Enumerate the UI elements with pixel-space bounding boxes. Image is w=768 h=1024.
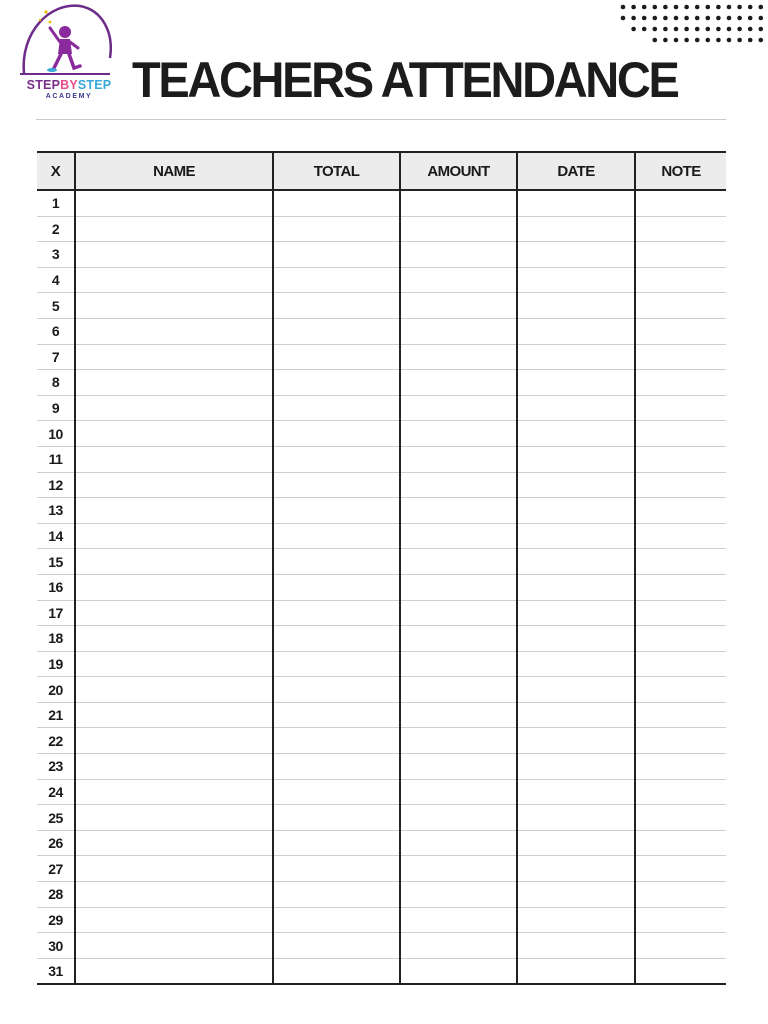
table-cell[interactable] xyxy=(400,728,517,754)
decor-dot xyxy=(695,16,700,21)
table-cell[interactable] xyxy=(400,242,517,268)
table-cell[interactable] xyxy=(400,856,517,882)
decor-dot xyxy=(684,5,689,10)
table-cell[interactable] xyxy=(635,472,726,498)
decor-dot xyxy=(716,5,721,10)
row-number: 27 xyxy=(37,856,75,882)
decor-dot xyxy=(706,5,711,10)
table-cell[interactable] xyxy=(635,421,726,447)
table-cell[interactable] xyxy=(635,498,726,524)
table-cell[interactable] xyxy=(273,600,400,626)
table-cell[interactable] xyxy=(635,651,726,677)
row-number: 21 xyxy=(37,702,75,728)
table-cell[interactable] xyxy=(517,574,635,600)
table-cell[interactable] xyxy=(635,805,726,831)
table-cell[interactable] xyxy=(635,856,726,882)
table-cell[interactable] xyxy=(517,779,635,805)
table-cell[interactable] xyxy=(517,216,635,242)
decor-dot xyxy=(631,5,636,10)
table-cell[interactable] xyxy=(400,472,517,498)
table-cell[interactable] xyxy=(273,216,400,242)
table-cell[interactable] xyxy=(635,549,726,575)
table-cell[interactable] xyxy=(400,907,517,933)
table-cell[interactable] xyxy=(517,907,635,933)
table-cell[interactable] xyxy=(273,830,400,856)
table-cell[interactable] xyxy=(273,702,400,728)
attendance-table xyxy=(37,151,726,985)
table-cell[interactable] xyxy=(273,318,400,344)
row-number: 15 xyxy=(37,549,75,575)
table-cell[interactable] xyxy=(273,267,400,293)
table-cell[interactable] xyxy=(635,318,726,344)
decor-dot xyxy=(737,38,742,43)
table-cell[interactable] xyxy=(400,958,517,984)
decor-dot xyxy=(684,16,689,21)
header-divider xyxy=(36,119,726,120)
table-cell[interactable] xyxy=(635,907,726,933)
row-number: 7 xyxy=(37,344,75,370)
page-title: TEACHERS ATTENDANCE xyxy=(132,52,678,108)
table-cell[interactable] xyxy=(75,523,273,549)
table-cell[interactable] xyxy=(273,293,400,319)
table-cell[interactable] xyxy=(635,574,726,600)
table-cell[interactable] xyxy=(517,293,635,319)
table-row xyxy=(37,344,726,370)
table-row xyxy=(37,446,726,472)
decor-dot xyxy=(621,16,626,21)
row-number: 12 xyxy=(37,472,75,498)
row-number: 6 xyxy=(37,318,75,344)
logo-word-2: BY xyxy=(60,78,78,92)
table-cell[interactable] xyxy=(75,446,273,472)
table-row xyxy=(37,958,726,984)
decor-dot xyxy=(653,27,658,32)
table-cell[interactable] xyxy=(75,805,273,831)
table-cell[interactable] xyxy=(400,651,517,677)
table-cell[interactable] xyxy=(517,549,635,575)
decor-dot xyxy=(737,5,742,10)
decor-dot xyxy=(727,16,732,21)
table-cell[interactable] xyxy=(400,549,517,575)
table-cell[interactable] xyxy=(75,882,273,908)
table-cell[interactable] xyxy=(273,856,400,882)
table-cell[interactable] xyxy=(400,830,517,856)
table-body xyxy=(37,190,726,984)
table-cell[interactable] xyxy=(273,958,400,984)
row-number: 1 xyxy=(37,190,75,216)
table-cell[interactable] xyxy=(400,344,517,370)
table-cell[interactable] xyxy=(635,370,726,396)
decor-dot xyxy=(684,27,689,32)
table-cell[interactable] xyxy=(75,242,273,268)
table-cell[interactable] xyxy=(517,728,635,754)
decor-dot xyxy=(706,16,711,21)
table-cell[interactable] xyxy=(400,933,517,959)
decor-dot xyxy=(759,38,764,43)
table-cell[interactable] xyxy=(75,626,273,652)
decor-dot xyxy=(727,5,732,10)
table-cell[interactable] xyxy=(273,190,400,216)
column-header: AMOUNT xyxy=(400,152,517,190)
table-cell[interactable] xyxy=(400,370,517,396)
table-row xyxy=(37,702,726,728)
decor-dot xyxy=(674,5,679,10)
table-cell[interactable] xyxy=(517,344,635,370)
table-cell[interactable] xyxy=(273,472,400,498)
table-cell[interactable] xyxy=(75,754,273,780)
table-cell[interactable] xyxy=(635,344,726,370)
decor-dot xyxy=(674,38,679,43)
table-cell[interactable] xyxy=(273,626,400,652)
row-number: 25 xyxy=(37,805,75,831)
table-cell[interactable] xyxy=(273,395,400,421)
table-cell[interactable] xyxy=(400,574,517,600)
row-number: 3 xyxy=(37,242,75,268)
decor-dot xyxy=(653,5,658,10)
table-cell[interactable] xyxy=(635,958,726,984)
row-number: 23 xyxy=(37,754,75,780)
row-number: 14 xyxy=(37,523,75,549)
table-cell[interactable] xyxy=(400,754,517,780)
table-cell[interactable] xyxy=(75,498,273,524)
academy-logo xyxy=(10,2,122,100)
table-cell[interactable] xyxy=(400,446,517,472)
table-cell[interactable] xyxy=(400,190,517,216)
table-row xyxy=(37,267,726,293)
table-cell[interactable] xyxy=(635,395,726,421)
column-header: NAME xyxy=(75,152,273,190)
table-row xyxy=(37,754,726,780)
table-cell[interactable] xyxy=(75,830,273,856)
decor-dot xyxy=(716,38,721,43)
table-cell[interactable] xyxy=(635,728,726,754)
row-number: 30 xyxy=(37,933,75,959)
table-cell[interactable] xyxy=(273,651,400,677)
table-cell[interactable] xyxy=(400,677,517,703)
decor-dot xyxy=(695,38,700,43)
table-cell[interactable] xyxy=(400,318,517,344)
row-number: 17 xyxy=(37,600,75,626)
decor-dot xyxy=(653,16,658,21)
table-cell[interactable] xyxy=(75,677,273,703)
table-cell[interactable] xyxy=(75,728,273,754)
table-cell[interactable] xyxy=(635,190,726,216)
row-number: 28 xyxy=(37,882,75,908)
table-cell[interactable] xyxy=(517,318,635,344)
dot-pattern-decoration xyxy=(618,2,766,46)
logo-wordmark xyxy=(13,78,125,92)
table-cell[interactable] xyxy=(273,446,400,472)
decor-dot xyxy=(663,27,668,32)
decor-dot xyxy=(642,5,647,10)
row-number: 16 xyxy=(37,574,75,600)
table-cell[interactable] xyxy=(635,754,726,780)
decor-dot xyxy=(684,38,689,43)
table-cell[interactable] xyxy=(75,856,273,882)
table-cell[interactable] xyxy=(273,523,400,549)
table-cell[interactable] xyxy=(517,830,635,856)
decor-dot xyxy=(737,27,742,32)
row-number: 31 xyxy=(37,958,75,984)
table-cell[interactable] xyxy=(75,600,273,626)
table-cell[interactable] xyxy=(635,626,726,652)
logo-emblem-icon xyxy=(10,2,122,82)
row-number: 19 xyxy=(37,651,75,677)
table-cell[interactable] xyxy=(635,242,726,268)
column-header: DATE xyxy=(517,152,635,190)
decor-dot xyxy=(621,5,626,10)
table-cell[interactable] xyxy=(75,395,273,421)
table-cell[interactable] xyxy=(273,574,400,600)
table-cell[interactable] xyxy=(273,907,400,933)
table-cell[interactable] xyxy=(400,805,517,831)
table-cell[interactable] xyxy=(517,856,635,882)
table-row xyxy=(37,421,726,447)
table-cell[interactable] xyxy=(273,242,400,268)
decor-dot xyxy=(663,16,668,21)
table-row xyxy=(37,395,726,421)
decor-dot xyxy=(748,5,753,10)
decor-dot xyxy=(642,16,647,21)
table-cell[interactable] xyxy=(400,395,517,421)
logo-subtitle: ACADEMY xyxy=(45,93,93,100)
table-cell[interactable] xyxy=(517,267,635,293)
table-cell[interactable] xyxy=(75,267,273,293)
row-number: 24 xyxy=(37,779,75,805)
table-cell[interactable] xyxy=(517,523,635,549)
decor-dot xyxy=(759,27,764,32)
table-cell[interactable] xyxy=(635,779,726,805)
table-cell[interactable] xyxy=(400,216,517,242)
row-number: 20 xyxy=(37,677,75,703)
table-row xyxy=(37,651,726,677)
table-cell[interactable] xyxy=(635,677,726,703)
table-row xyxy=(37,907,726,933)
table-cell[interactable] xyxy=(517,702,635,728)
table-row xyxy=(37,242,726,268)
table-cell[interactable] xyxy=(75,472,273,498)
decor-dot xyxy=(759,16,764,21)
table-cell[interactable] xyxy=(400,267,517,293)
decor-dot xyxy=(748,16,753,21)
table-cell[interactable] xyxy=(273,421,400,447)
logo-word-1: STEP xyxy=(26,78,61,92)
table-row xyxy=(37,498,726,524)
table-cell[interactable] xyxy=(517,600,635,626)
table-row xyxy=(37,190,726,216)
decor-dot xyxy=(695,5,700,10)
table-cell[interactable] xyxy=(635,600,726,626)
decor-dot xyxy=(663,38,668,43)
row-number: 22 xyxy=(37,728,75,754)
table-cell[interactable] xyxy=(75,421,273,447)
decor-dot xyxy=(716,16,721,21)
table-cell[interactable] xyxy=(75,779,273,805)
decor-dot xyxy=(695,27,700,32)
table-cell[interactable] xyxy=(517,421,635,447)
logo-word-3: STEP xyxy=(77,78,112,92)
table-cell[interactable] xyxy=(273,933,400,959)
table-cell[interactable] xyxy=(517,190,635,216)
table-cell[interactable] xyxy=(273,344,400,370)
table-cell[interactable] xyxy=(635,702,726,728)
table-cell[interactable] xyxy=(273,805,400,831)
table-cell[interactable] xyxy=(400,523,517,549)
decor-dot xyxy=(631,27,636,32)
decor-dot xyxy=(663,5,668,10)
table-cell[interactable] xyxy=(75,933,273,959)
row-number: 13 xyxy=(37,498,75,524)
table-header-row xyxy=(37,152,726,190)
row-number: 10 xyxy=(37,421,75,447)
decor-dot xyxy=(737,16,742,21)
table-cell[interactable] xyxy=(517,651,635,677)
table-cell[interactable] xyxy=(75,344,273,370)
table-row xyxy=(37,472,726,498)
table-cell[interactable] xyxy=(75,370,273,396)
table-cell[interactable] xyxy=(517,677,635,703)
table-cell[interactable] xyxy=(75,958,273,984)
table-cell[interactable] xyxy=(75,549,273,575)
table-cell[interactable] xyxy=(517,754,635,780)
table-cell[interactable] xyxy=(517,882,635,908)
table-cell[interactable] xyxy=(400,293,517,319)
table-cell[interactable] xyxy=(75,907,273,933)
column-header: NOTE xyxy=(635,152,726,190)
table-row xyxy=(37,549,726,575)
table-cell[interactable] xyxy=(400,702,517,728)
table-cell[interactable] xyxy=(635,523,726,549)
table-row xyxy=(37,600,726,626)
table-cell[interactable] xyxy=(635,830,726,856)
table-cell[interactable] xyxy=(273,882,400,908)
table-cell[interactable] xyxy=(400,779,517,805)
table-cell[interactable] xyxy=(635,882,726,908)
table-row xyxy=(37,856,726,882)
decor-dot xyxy=(727,27,732,32)
table-cell[interactable] xyxy=(517,395,635,421)
row-number: 29 xyxy=(37,907,75,933)
table-cell[interactable] xyxy=(273,549,400,575)
table-cell[interactable] xyxy=(635,933,726,959)
table-cell[interactable] xyxy=(75,318,273,344)
table-row xyxy=(37,933,726,959)
table-cell[interactable] xyxy=(75,293,273,319)
table-cell[interactable] xyxy=(273,370,400,396)
table-row xyxy=(37,216,726,242)
table-cell[interactable] xyxy=(635,216,726,242)
decor-dot xyxy=(727,38,732,43)
table-row xyxy=(37,830,726,856)
row-number: 8 xyxy=(37,370,75,396)
table-cell[interactable] xyxy=(75,216,273,242)
table-cell[interactable] xyxy=(273,754,400,780)
table-row xyxy=(37,805,726,831)
row-number: 5 xyxy=(37,293,75,319)
row-number: 26 xyxy=(37,830,75,856)
table-cell[interactable] xyxy=(517,472,635,498)
table-cell[interactable] xyxy=(400,600,517,626)
table-row xyxy=(37,574,726,600)
table-cell[interactable] xyxy=(517,370,635,396)
table-cell[interactable] xyxy=(517,626,635,652)
decor-dot xyxy=(674,27,679,32)
table-cell[interactable] xyxy=(273,677,400,703)
row-number: 18 xyxy=(37,626,75,652)
table-cell[interactable] xyxy=(400,882,517,908)
table-cell[interactable] xyxy=(635,446,726,472)
table-cell[interactable] xyxy=(273,498,400,524)
table-cell[interactable] xyxy=(75,190,273,216)
table-row xyxy=(37,626,726,652)
table-cell[interactable] xyxy=(517,498,635,524)
table-cell[interactable] xyxy=(517,446,635,472)
table-cell[interactable] xyxy=(75,702,273,728)
table-cell[interactable] xyxy=(400,626,517,652)
table-cell[interactable] xyxy=(635,293,726,319)
table-row xyxy=(37,293,726,319)
table-cell[interactable] xyxy=(75,574,273,600)
row-number: 4 xyxy=(37,267,75,293)
table-row xyxy=(37,523,726,549)
row-number: 2 xyxy=(37,216,75,242)
column-header: X xyxy=(37,152,75,190)
decor-dot xyxy=(653,38,658,43)
decor-dot xyxy=(706,27,711,32)
table-row xyxy=(37,318,726,344)
table-cell[interactable] xyxy=(635,267,726,293)
row-number: 9 xyxy=(37,395,75,421)
table-cell[interactable] xyxy=(517,933,635,959)
table-cell[interactable] xyxy=(400,498,517,524)
table-cell[interactable] xyxy=(517,805,635,831)
table-cell[interactable] xyxy=(273,779,400,805)
table-row xyxy=(37,677,726,703)
decor-dot xyxy=(759,5,764,10)
table-cell[interactable] xyxy=(400,421,517,447)
decor-dot xyxy=(631,16,636,21)
decor-dot xyxy=(642,27,647,32)
table-cell[interactable] xyxy=(517,958,635,984)
decor-dot xyxy=(748,27,753,32)
table-row xyxy=(37,882,726,908)
table-cell[interactable] xyxy=(75,651,273,677)
table-row xyxy=(37,779,726,805)
decor-dot xyxy=(748,38,753,43)
table-cell[interactable] xyxy=(273,728,400,754)
decor-dot xyxy=(706,38,711,43)
decor-dot xyxy=(674,16,679,21)
table-cell[interactable] xyxy=(517,242,635,268)
row-number: 11 xyxy=(37,446,75,472)
column-header: TOTAL xyxy=(273,152,400,190)
table-row xyxy=(37,370,726,396)
table-row xyxy=(37,728,726,754)
decor-dot xyxy=(716,27,721,32)
